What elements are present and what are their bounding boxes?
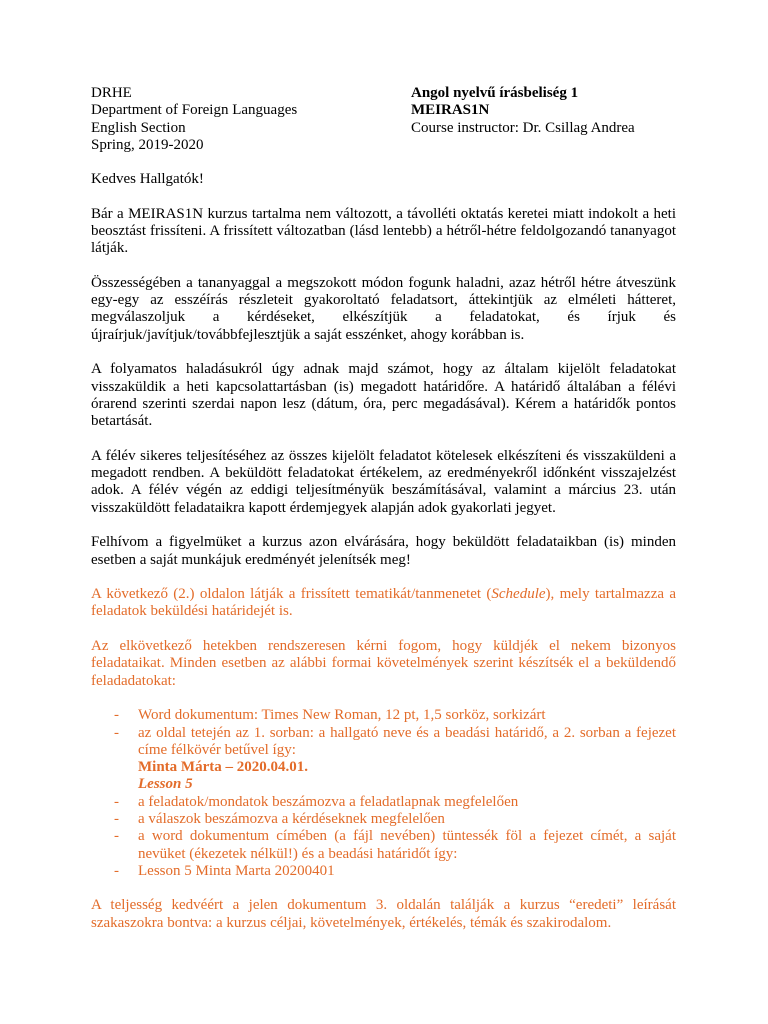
- list-item-text: a válaszok beszámozva a kérdéseknek megfelelően: [138, 810, 445, 827]
- schedule-italic: Schedule: [491, 586, 546, 603]
- list-item: [91, 707, 676, 724]
- list-dash: -: [114, 724, 119, 741]
- list-dash: -: [114, 862, 119, 879]
- department-name: Department of Foreign Languages: [91, 102, 298, 119]
- institution-name: DRHE: [91, 85, 132, 101]
- list-item-text: a feladatok/mondatok beszámozva a feladatlapnak megfelelően: [138, 793, 519, 810]
- greeting: Kedves Hallgatók!: [91, 171, 204, 187]
- list-dash: -: [114, 810, 119, 827]
- course-instructor: Course instructor: Dr. Csillag Andrea: [411, 119, 635, 136]
- schedule-text-after: ), mely tartalmazza a feladatok beküldési határidejét is.: [91, 586, 676, 620]
- paragraph-intro: Bár a MEIRAS1N kurzus tartalma nem változott, a távolléti oktatás keretei miatt indokolt a heti beosztást frissíteni. A frissített változatban (lásd lentebb) a hétről-hétre feldolgozandó tananyagot látják.: [91, 205, 676, 257]
- schedule-text-before: A következő (2.) oldalon látják a frissített tematikát/tanmenetet (: [91, 586, 492, 603]
- paragraph-requests: Az elkövetkező hetekben rendszeresen kérni fogom, hogy küldjék el nekem bizonyos feladataikat. Minden esetben az alábbi formai követelmények szerint készítsék el a beküldendő feladadatokat:: [91, 638, 676, 689]
- list-item: [91, 794, 676, 811]
- list-item-text: Lesson 5 Minta Marta 20200401: [138, 862, 335, 879]
- course-code: MEIRAS1N: [411, 102, 490, 119]
- paragraph-own-work: Felhívom a figyelmüket a kurzus azon elvárására, hogy beküldött feladataikban (is) minden esetben a saját munkájuk eredményét jelenítsék meg!: [91, 534, 676, 568]
- paragraph-grading: A félév sikeres teljesítéséhez az összes kijelölt feladatot kötelesek elkészíteni és visszaküldeni a megadott rendben. A beküldött feladatokat értékelem, az eredményekről időnként visszajelzést adok. A félév végén az eddigi teljesítményük beszámításával, valamint a március 23. után visszaküldött feladataikra kapott érdemjegyek alapján adok gyakorlati jegyet.: [91, 447, 676, 516]
- list-dash: -: [114, 793, 119, 810]
- header-course: [411, 85, 635, 137]
- list-item-text: a word dokumentum címében (a fájl nevében) tüntessék föl a fejezet címét, a saját nevüket (ékezetek nélkül!) és a beadási határidőt így:: [138, 828, 676, 862]
- semester: Spring, 2019-2020: [91, 136, 204, 153]
- format-requirements-list: [91, 707, 676, 880]
- paragraph-deadlines: A folyamatos haladásukról úgy adnak majd számot, hogy az általam kijelölt feladatokat visszaküldik a heti kapcsolattartásban (is) megadott határidőre. A határidő általában a félévi órarend szerinti szerdai napon lesz (dátum, óra, perc megadásával). Kérem a határidők pontos betartását.: [91, 361, 676, 430]
- header-institution: [91, 85, 297, 154]
- course-title: Angol nyelvű írásbeliség 1: [411, 85, 579, 101]
- list-item-text: Word dokumentum: Times New Roman, 12 pt, 1,5 sorköz, sorkizárt: [138, 707, 546, 724]
- list-item: [91, 863, 676, 880]
- list-dash: -: [114, 828, 119, 845]
- example-name-line: Minta Márta – 2020.04.01.: [138, 759, 308, 776]
- list-dash: -: [114, 707, 119, 724]
- example-lesson-line: Lesson 5: [138, 776, 193, 793]
- paragraph-schedule: [91, 586, 676, 621]
- list-item: [91, 828, 676, 863]
- list-item: [91, 725, 676, 794]
- paragraph-progress: Összességében a tananyaggal a megszokott módon fogunk haladni, azaz hétről hétre átveszünk egy-egy az esszéírás részleteit gyakoroltató feladatsort, áttekintjük az elméleti hátteret, megválaszoljuk a kérdéseket, elkészítjük a feladatokat, és írjuk és újraírjuk/javítjuk/továbbfejlesztjük a saját esszénket, ahogy korábban is.: [91, 274, 676, 343]
- list-item-text: az oldal tetején az 1. sorban: a hallgató neve és a beadási határidő, a 2. sorban a fejezet címe félkövér betűvel így:: [138, 724, 676, 758]
- letter-body: [91, 171, 676, 932]
- list-item: [91, 811, 676, 828]
- section-name: English Section: [91, 119, 186, 136]
- paragraph-closing: A teljesség kedvéért a jelen dokumentum 3. oldalán találják a kurzus “eredeti” leírását szakaszokra bontva: a kurzus céljai, követelmények, értékelés, témák és szakirodalom.: [91, 897, 676, 931]
